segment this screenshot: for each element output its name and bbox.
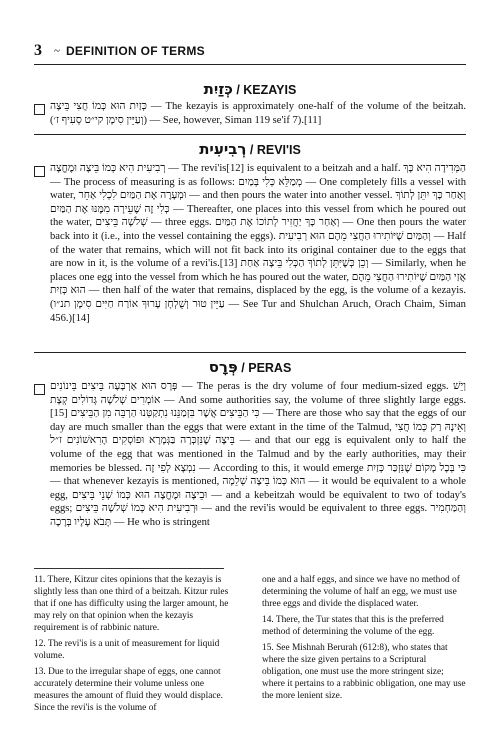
footnote-13-cont: one and a half eggs, and since we have no method of determining the volume of half an egg, we must use three eggs and divide the displaced water. <box>262 575 460 609</box>
reviis-text: רְבִיעִית הִיא כְּמוֹ בֵּיצָה וּמֶחֱצָה — The revi'is[12] is equivalent to a beitzah and a half. הַמְּדִידָה הִיא כָּךְ — The process of measuring is as follows: מְמַלֵּא כְּלִי בְּמַיִם — One completely fills a vessel with water, וּמְעָרֶה אֶת הַמַּיִם לִכְלִי אַחֵר — and then pours the water into another vessel. וְאַחַר כָּךְ יִתֵּן לְתוֹךְ כְּלִי זֶה שֶׁעֵירָה מִמֶּנּוּ אֶת הַמַּיִם — Thereafter, one places into this vessel from which he poured out the water, שְׁלֹשָׁה בֵּיצִים — three eggs. וְאַחַר כָּךְ יַחֲזִיר לְתוֹכוֹ אֶת הַמַּיִם — One then pours the water back into it (i.e., into the vessel containing the eggs). וְהַמַּיִם שֶׁיּוֹתִירוּ הַחֲצִי מֵהֶם הוּא רְבִיעִית — Half of the water that remains, which will not fit back into its original container due to the eggs that are now in it, is the volume of a revi'is.[13] וְכֵן כְּשֶׁיִּתֵּן לְתוֹךְ הַכְּלִי בֵּיצָה אַחַת — Similarly, when he places one egg into the vessel from which he has poured out the water, אֲזַי הַמַּיִם שֶׁיּוֹתִירוּ הַחֲצִי מֵהֶם הוּא כְּזַיִת — then half of the water that remains, displaced by the egg, is the volume of a kezayis. (עַיֵּין טוּר וְשֻׁלְחָן עָרוּךְ אוֹרַח חַיִּים סִימָן תנ״ו — See Tur and Shulchan Aruch, Orach Chaim, Siman 456.)[14] <box>50 163 467 324</box>
footnote-rule <box>34 568 224 569</box>
reviis-paragraph <box>50 162 466 325</box>
footnote-12: 12. The revi'is is a unit of measurement for liquid volume. <box>34 639 220 661</box>
footnote-14: 14. There, the Tur states that this is the preferred method of determining the volume of the egg. <box>262 615 444 637</box>
section-title-peras: פְּרָס / PERAS <box>208 358 292 376</box>
peras-text: פְּרָס הוּא אַרְבָּעָה בֵּיצִים בֵּינוֹנִים — The peras is the dry volume of four medium-sized eggs. וְיֵשׁ אוֹמְרִים שְׁלֹשָׁה גְּדוֹלִים קְצָת — And some authorities say, the volume of three slightly large eggs.[15] כִּי הַבֵּיצִים אֲשֶׁר בִּזְמַנֵּנוּ נִתְקַטְּנוּ הַרְבֵּה מִן הַבֵּיצִים — There are those who say that the eggs of our day are much smaller than the eggs that were extant in the time of the Talmud, וְאֵינָהּ רַק כְּמוֹ חֲצִי בֵּיצָה שֶׁנִּזְכְּרָה בַּגְּמָרָא וּפוֹסְקִים הָרִאשׁוֹנִים ז״ל — and that our egg is equivalent only to half the volume of the egg that was mentioned in the Talmud and by the early authorities, may their memories be blessed. נִמְצָא לְפִי זֶה — According to this, it would emerge כִּי בְּכָל מָקוֹם שֶׁנִּזְכַּר כְּזַיִת — that whenever kezayis is mentioned, הוּא כְּמוֹ בֵּיצָה שְׁלֵמָה — it would be equivalent to a whole egg, וּבֵיצָה וּמֶחֱצָה הוּא כְּמוֹ שְׁנֵי בֵּיצִים — and a kebeitzah would be equivalent to two of today's eggs; וּרְבִיעִית הִיא כְּמוֹ שְׁלֹשָׁה בֵּיצִים — and the revi'is would be equivalent to three eggs. וְהַמַּחְמִיר תָּבֹא עָלָיו בְּרָכָה — He who is stringent <box>50 381 467 528</box>
kezayis-paragraph <box>50 100 466 127</box>
checkbox-icon <box>34 384 45 395</box>
peras-paragraph <box>50 380 466 530</box>
footnote-15: 15. See Mishnah Berurah (612:8), who states that where the size given pertains to a Scriptural obligation, one must use the more stringent size; where it pertains to a rabbinic obligation, one may use the more lenient size. <box>262 643 466 701</box>
ornament-icon: ~ <box>54 45 60 57</box>
footnotes-left <box>34 574 239 718</box>
header-rule <box>34 64 466 65</box>
section-rule <box>34 134 466 135</box>
footnotes-right <box>262 574 467 706</box>
kezayis-text: כְּזַיִת הוּא כְּמוֹ חֲצִי בֵּיצָה — The kezayis is approximately one-half of the volume of the beitzah. (וְעַיֵּין סִימָן קי״ט סְעִיף ז׳) — See, however, Siman 119 se'if 7).[11] <box>50 101 466 126</box>
checkbox-icon <box>34 104 45 115</box>
section-title-kezayis: כְּזַיִת / KEZAYIS <box>203 80 297 98</box>
checkbox-icon <box>34 166 45 177</box>
page-number: 3 <box>34 42 42 59</box>
section-title-reviis: רְבִיעִית / REVI'IS <box>199 140 301 158</box>
footnote-13: 13. Due to the irregular shape of eggs, one cannot accurately determine their volume unless one measures the amount of fluid they would displace. Since the revi'is is the volume of <box>34 667 224 713</box>
running-title: DEFINITION OF TERMS <box>65 44 205 58</box>
footnote-11: 11. There, Kitzur cites opinions that the kezayis is slightly less than one third of a beitzah. Kitzur rules that if one has difficulty using the larger amount, he may rely on that opinion when the kezayis requirement is of rabbinic nature. <box>34 575 229 633</box>
running-header <box>34 40 474 62</box>
section-rule <box>34 352 466 353</box>
